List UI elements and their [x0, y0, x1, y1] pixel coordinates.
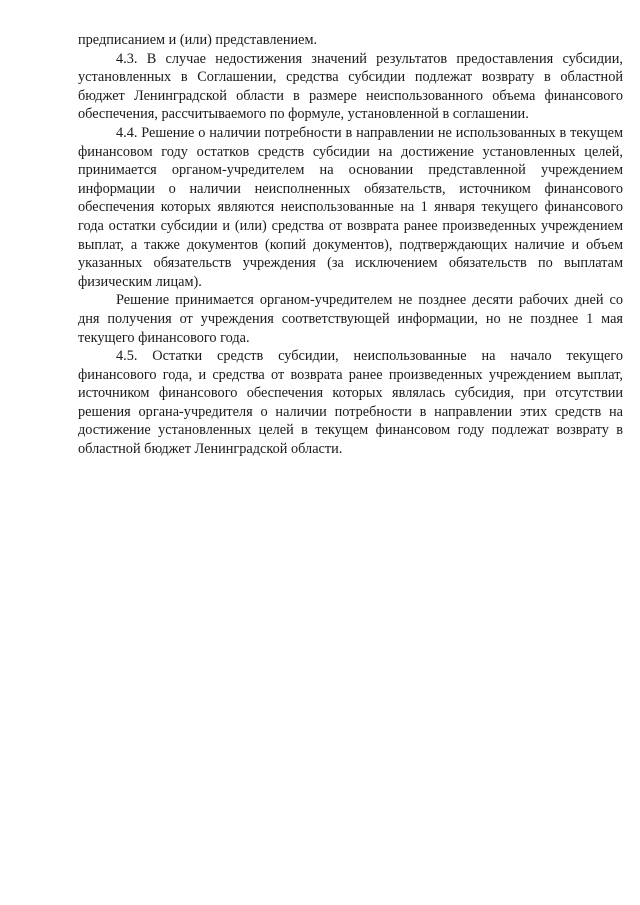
document-page [78, 31, 623, 459]
paragraph-4-4-decision: Решение принимается органом-учредителем не позднее десяти рабочих дней со дня получения от учреждения соответствующей информации, но не позднее 1 мая текущего финансового года. [78, 292, 623, 346]
paragraph-continuation: предписанием и (или) представлением. [78, 32, 318, 48]
paragraph-4-3: 4.3. В случае недостижения значений результатов предоставления субсидии, установленных в Соглашении, средства субсидии подлежат возврату в областной бюджет Ленинградской области в размере неиспользованного объема финансового обеспечения, рассчитываемого по формуле, установленной в соглашении. [78, 50, 623, 123]
paragraph-4-5: 4.5. Остатки средств субсидии, неиспользованные на начало текущего финансового года, и средства от возврата ранее произведенных учреждением выплат, источником финансового обеспечения которых являлась субсидия, при отсутствии решения органа-учредителя о наличии потребности в направлении этих средств на достижение установленных целей в текущем финансовом году подлежат возврату в областной бюджет Ленинградской области. [78, 348, 623, 458]
paragraph-4-4: 4.4. Решение о наличии потребности в направлении не использованных в текущем финансовом году остатков средств субсидии на достижение установленных целей, принимается органом-учредителем на основании представленной учреждением информации о наличии неисполненных обязательств, источником финансового обеспечения которых являются неиспользованные на 1 января текущего финансового года остатки субсидии и (или) средства от возврата ранее произведенных учреждением выплат, а также документов (копий документов), подтверждающих наличие и объем указанных обязательств учреждения (за исключением обязательств по выплатам физическим лицам). [78, 124, 623, 290]
